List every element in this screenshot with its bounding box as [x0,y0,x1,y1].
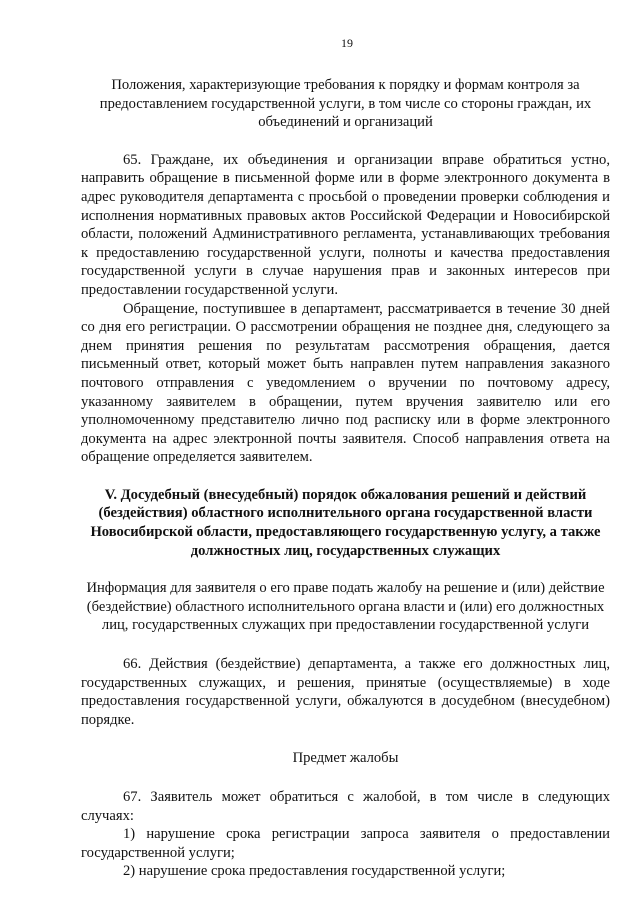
page-number: 19 [341,36,353,50]
list-item-1: 1) нарушение срока регистрации запроса заявителя о предоставлении государственной услуги; [81,826,610,861]
info-heading: Информация для заявителя о его праве подать жалобу на решение и (или) действие (бездействие) областного исполнительного органа власти и (или) его должностных лиц, государственных служащих при предоставлении государственной услуги [86,580,605,634]
paragraph-65-appeal: Обращение, поступившее в департамент, рассматривается в течение 30 дней со дня его регистрации. О рассмотрении обращения не позднее дня, следующего за днем принятия решения по результатам рассмотрения обращения, дается письменный ответ, который может быть направлен путем направления заказного почтового отправления с уведомлением о вручении по почтовому адресу, указанному заявителем в обращении, путем вручения заявителю или его уполномоченному представителю лично под расписку или в форме электронного документа на адрес электронной почты заявителя. Способ направления ответа на обращение определяется заявителем. [81,300,610,466]
paragraph-65: 65. Граждане, их объединения и организации вправе обратиться устно, направить обращение в письменной форме или в форме электронного документа в адрес руководителя департамента с просьбой о проведении проверки соблюдения и исполнения нормативных правовых актов Российской Федерации и Новосибирской области, положений Административного регламента, устанавливающих требования к предоставлению государственной услуги, полноты и качества предоставления государственной услуги в случае нарушения прав и законных интересов при предоставлении государственной услуги. [81,151,610,298]
complaint-subject-heading: Предмет жалобы [292,750,399,767]
paragraph-67: 67. Заявитель может обратиться с жалобой, в том числе в следующих случаях: [81,789,610,824]
section-v-heading: V. Досудебный (внесудебный) порядок обжалования решений и действий (бездействия) областного исполнительного органа государственной власти Новосибирской области, предоставляющего государственную услугу, а также должностных лиц, государственных служащих [90,486,601,559]
control-heading: Положения, характеризующие требования к порядку и формам контроля за предоставлением государственной услуги, в том числе со стороны граждан, их объединений и организаций [99,77,592,131]
list-item-2: 2) нарушение срока предоставления государственной услуги; [123,863,506,880]
paragraph-66: 66. Действия (бездействие) департамента, а также его должностных лиц, государственных служащих, и решения, принятые (осуществляемые) в ходе предоставления государственной услуги, обжалуются в досудебном (внесудебном) порядке. [81,656,610,728]
